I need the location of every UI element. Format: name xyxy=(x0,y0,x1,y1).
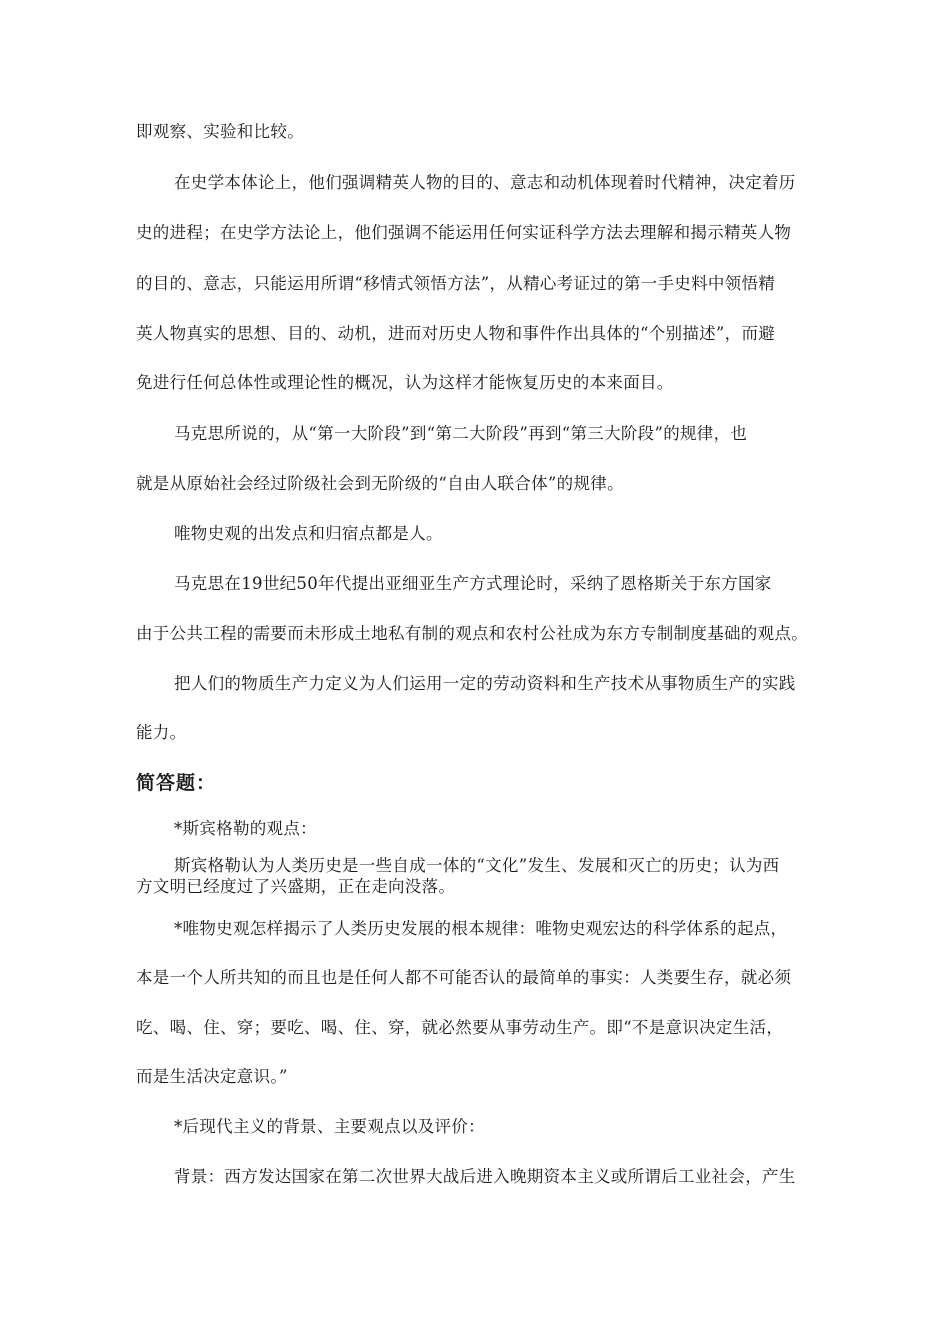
text-line: 就是从原始社会经过阶级社会到无阶级的“自由人联合体”的规律。 xyxy=(136,474,624,493)
text-line: 英人物真实的思想、目的、动机，进而对历史人物和事件作出具体的“个别描述”，而避 xyxy=(136,324,776,343)
text-line: 马克思在19世纪50年代提出亚细亚生产方式理论时，采纳了恩格斯关于东方国家 xyxy=(174,574,772,593)
text-line: 而是生活决定意识。” xyxy=(136,1067,288,1086)
text-line: 能力。 xyxy=(136,723,187,742)
text-line: 免进行任何总体性或理论性的概况，认为这样才能恢复历史的本来面目。 xyxy=(136,373,674,392)
text-line: 方文明已经度过了兴盛期，正在走向没落。 xyxy=(136,877,456,896)
section-heading: 简答题： xyxy=(136,772,217,794)
text-line: 本是一个人所共知的而且也是任何人都不可能否认的最简单的事实：人类要生存，就必须 xyxy=(136,968,792,987)
text-line: 马克思所说的，从“第一大阶段”到“第二大阶段”再到“第三大阶段”的规律，也 xyxy=(174,424,748,443)
text-line: 吃、喝、住、穿；要吃、喝、住、穿，就必然要从事劳动生产。即“不是意识决定生活， xyxy=(136,1018,784,1037)
text-line: 背景：西方发达国家在第二次世界大战后进入晚期资本主义或所谓后工业社会，产生 xyxy=(174,1167,796,1186)
text-line: *斯宾格勒的观点： xyxy=(174,819,317,838)
text-line: 斯宾格勒认为人类历史是一些自成一体的“文化”发生、发展和灭亡的历史；认为西 xyxy=(174,856,780,875)
text-line: *唯物史观怎样揭示了人类历史发展的根本规律：唯物史观宏达的科学体系的起点， xyxy=(174,919,788,938)
text-line: 史的进程；在史学方法论上，他们强调不能运用任何实证科学方法去理解和揭示精英人物 xyxy=(136,223,792,242)
text-line: *后现代主义的背景、主要观点以及评价： xyxy=(174,1117,485,1136)
text-line: 把人们的物质生产力定义为人们运用一定的劳动资料和生产技术从事物质生产的实践 xyxy=(174,674,796,693)
text-line: 由于公共工程的需要而未形成土地私有制的观点和农村公社成为东方专制制度基础的观点。 xyxy=(136,624,808,643)
text-line: 即观察、实验和比较。 xyxy=(136,122,304,141)
text-line: 唯物史观的出发点和归宿点都是人。 xyxy=(174,524,443,543)
text-line: 在史学本体论上，他们强调精英人物的目的、意志和动机体现着时代精神，决定着历 xyxy=(174,173,796,192)
text-line: 的目的、意志，只能运用所谓“移情式领悟方法”，从精心考证过的第一手史料中领悟精 xyxy=(136,274,776,293)
